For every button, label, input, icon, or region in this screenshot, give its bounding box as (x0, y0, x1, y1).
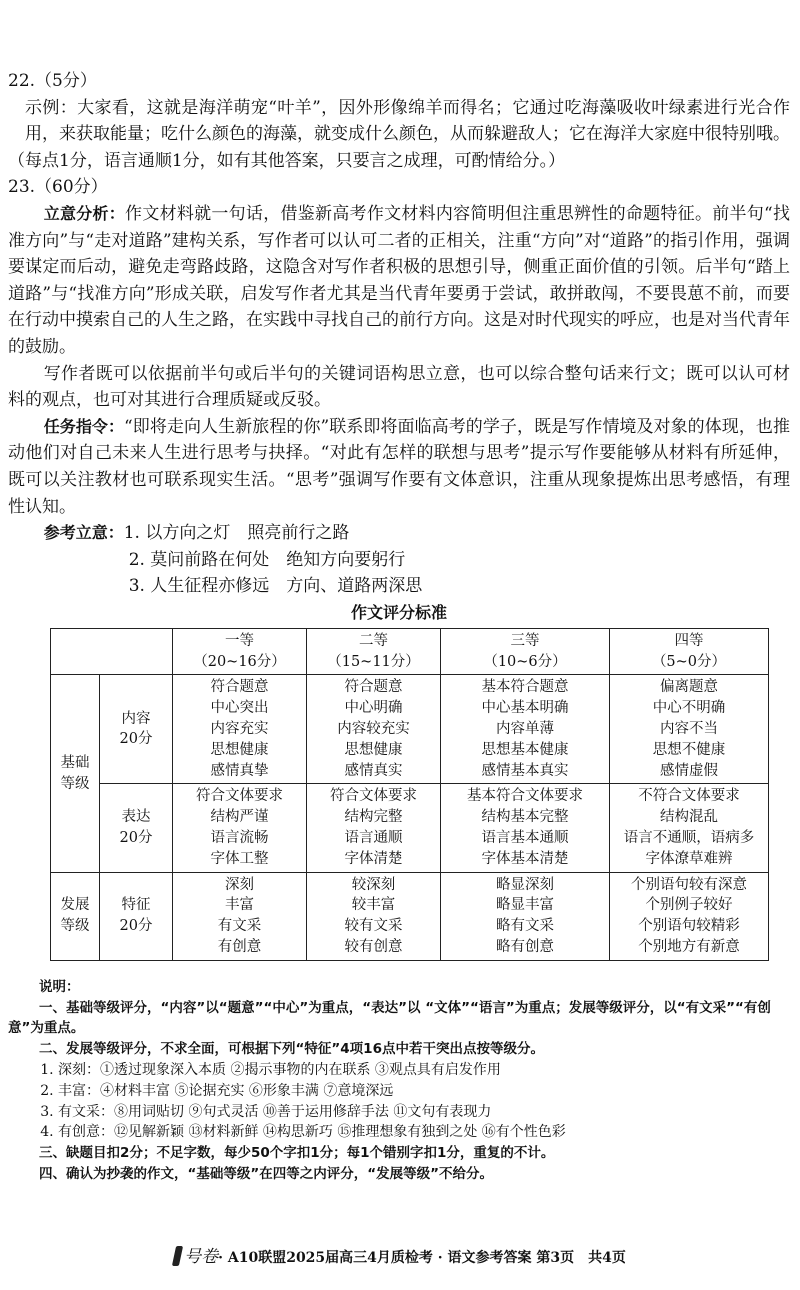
level-label: 基础等级 (51, 675, 100, 872)
q22-heading: 22.（5分） (8, 71, 97, 91)
criterion: 语言不通顺，语病多 (623, 830, 755, 847)
feature-item: 1. 深刻：①透过现象深入本质 ②揭示事物的内在联系 ③观点具有启发作用 (40, 1062, 501, 1079)
grade-name: 四等 (674, 632, 704, 649)
grade-range: （20~16分） (193, 653, 286, 670)
brand-logo-text: 号卷 (184, 1246, 219, 1267)
criterion: 感情基本真实 (481, 762, 569, 779)
criterion: 有创意 (217, 939, 262, 956)
criterion: 思想健康 (210, 741, 269, 758)
analysis-label: 立意分析： (43, 203, 126, 223)
criterion: 结构混乱 (660, 809, 718, 826)
q22-example: 示例：大家看，这就是海洋萌宠“叶羊”，因外形像绵羊而得名；它通过吃海藻吸收叶绿素进行光合作用，来获取能量；吃什么颜色的海藻，就变成什么颜色，从而躲避敌人；它在海洋大家庭中很特别哦。 (25, 97, 790, 145)
criterion: 偏离题意 (660, 679, 718, 696)
reference-ideas (8, 520, 790, 600)
criterion: 个别地方有新意 (638, 939, 740, 956)
item-name: 特征 (121, 897, 151, 914)
ref-item: 3. 人生征程亦修远 方向、道路两深思 (128, 576, 423, 597)
criterion: 较深刻 (351, 876, 396, 893)
criteria-cell (441, 675, 610, 784)
feature-item: 3. 有文采：⑧用词贴切 ⑨句式灵活 ⑩善于运用修辞手法 ⑪文句有表现力 (40, 1103, 492, 1120)
criterion: 不符合文体要求 (638, 788, 740, 805)
criteria-cell (307, 675, 441, 784)
criteria-cell (307, 784, 441, 872)
note-1: 一、基础等级评分，“内容”以“题意”“中心”为重点，“表达”以 “文体”“语言”为重点；发展等级评分，以“有文采”“有创意”为重点。 (8, 999, 771, 1037)
notes-title: 说明： (39, 978, 80, 995)
criterion: 语言基本通顺 (481, 830, 569, 847)
criterion: 符合题意 (344, 679, 403, 696)
criteria-cell (173, 784, 307, 872)
brand-logo-icon (172, 1246, 183, 1266)
feature-item: 4. 有创意：⑫见解新颖 ⑬材料新鲜 ⑭构思新巧 ⑮推理想象有独到之处 ⑯有个性色彩 (40, 1124, 566, 1141)
criterion: 较有创意 (344, 939, 403, 956)
criterion: 结构严谨 (210, 809, 269, 826)
grade-range: （5~0分） (651, 653, 727, 670)
grade-range: （10~6分） (483, 653, 567, 670)
ref-label: 参考立意： (43, 523, 124, 543)
task-text: “即将走向人生新旅程的你”联系即将面临高考的学子，既是写作情境及对象的体现，也推动他们对自己未来人生进行思考与抉择。“对此有怎样的联想与思考”提示写作要能够从材料有所延伸，既可以关注教材也可联系现实生活。“思考”强调写作要有文体意识，注重从现象提炼出思考感悟，有理性认知。 (8, 416, 790, 517)
criteria-cell (610, 784, 769, 872)
criteria-cell (610, 872, 769, 960)
criterion: 个别语句较有深意 (631, 876, 747, 893)
answer-page (8, 68, 790, 626)
criterion: 感情真实 (344, 762, 403, 779)
criterion: 有文采 (217, 918, 262, 935)
criterion: 丰富 (225, 897, 254, 914)
criterion: 较丰富 (351, 897, 396, 914)
header-blank (51, 628, 173, 675)
criterion: 中心基本明确 (481, 700, 569, 717)
note-2: 二、发展等级评分，不求全面，可根据下列“特征”4项16点中若干突出点按等级分。 (39, 1041, 544, 1058)
criterion: 深刻 (225, 876, 254, 893)
item-label (100, 872, 173, 960)
criterion: 语言流畅 (210, 830, 269, 847)
task-label: 任务指令： (43, 416, 125, 436)
criterion: 思想不健康 (652, 741, 726, 758)
criterion: 内容不当 (660, 721, 718, 738)
criterion: 中心明确 (344, 700, 403, 717)
rubric-row (51, 675, 769, 784)
grade-range: （15~11分） (327, 653, 420, 670)
criterion: 结构基本完整 (481, 809, 569, 826)
criterion: 字体基本清楚 (481, 850, 569, 867)
ref-item: 2. 莫问前路在何处 绝知方向要躬行 (128, 549, 406, 570)
criteria-cell (441, 872, 610, 960)
criterion: 字体清楚 (344, 850, 403, 867)
q23-paragraph2: 写作者既可以依据前半句或后半句的关键词语构思立意，也可以综合整句话来行文；既可以认可材料的观点，也可对其进行合理质疑或反驳。 (8, 363, 790, 411)
criterion: 符合文体要求 (196, 788, 283, 805)
analysis-text: 作文材料就一句话，借鉴新高考作文材料内容简明但注重思辨性的命题特征。前半句“找准方向”与“走对道路”建构关系，写作者可以认可二者的正相关，注重“方向”对“道路”的指引作用，强调要谋定而后动，避免走弯路歧路，这隐含对写作者积极的思想引导，侧重正面价值的引领。后半句“踏上道路”与“找准方向”形成关联，启发写作者尤其是当代青年要勇于尝试，敢拼敢闯，不要畏葸不前，而要在行动中摸索自己的人生之路，在实践中寻找自己的前行方向。这是对时代现实的呼应，也是对当代青年的鼓励。 (8, 203, 790, 357)
criteria-cell (610, 675, 769, 784)
criterion: 语言通顺 (344, 830, 403, 847)
criterion: 中心不明确 (652, 700, 726, 717)
rubric-row (51, 784, 769, 872)
page-footer (8, 1245, 792, 1270)
criterion: 基本符合题意 (481, 679, 569, 696)
grade-header (307, 628, 441, 675)
note-3: 三、缺题目扣2分；不足字数，每少50个字扣1分；每1个错别字扣1分，重复的不计。 (39, 1145, 555, 1162)
criterion: 符合题意 (210, 679, 269, 696)
grade-name: 三等 (510, 632, 540, 649)
grade-name: 一等 (225, 632, 254, 649)
level-label: 发展等级 (51, 872, 100, 960)
notes (8, 977, 790, 1185)
criteria-cell (173, 675, 307, 784)
footer-text: · A10联盟2025届高三4月质检考 · 语文参考答案 第3页 共4页 (218, 1249, 626, 1266)
criterion: 个别例子较好 (645, 897, 733, 914)
criterion: 略显丰富 (496, 897, 554, 914)
grade-header (173, 628, 307, 675)
criterion: 感情虚假 (660, 762, 718, 779)
grade-name: 二等 (359, 632, 388, 649)
item-label (100, 784, 173, 872)
item-name: 内容 (121, 710, 151, 727)
item-points: 20分 (119, 731, 153, 748)
criterion: 思想健康 (344, 741, 403, 758)
criteria-cell (441, 784, 610, 872)
q22-scoring: （每点1分，语言通顺1分，如有其他答案，只要言之成理，可酌情给分。） (8, 150, 566, 171)
q23-analysis (8, 201, 790, 361)
rubric-header-row (51, 628, 769, 675)
note-4: 四、确认为抄袭的作文，“基础等级”在四等之内评分，“发展等级”不给分。 (39, 1166, 494, 1182)
q23-heading: 23.（60分） (8, 177, 108, 198)
criterion: 内容充实 (210, 721, 269, 738)
criterion: 内容单薄 (496, 721, 554, 738)
criterion: 略有文采 (496, 918, 554, 935)
item-label (100, 675, 173, 784)
criterion: 略显深刻 (496, 876, 554, 893)
grade-header (610, 628, 769, 675)
criterion: 符合文体要求 (330, 788, 417, 805)
criterion: 字体潦草难辨 (645, 850, 733, 867)
criterion: 感情真挚 (210, 762, 269, 779)
item-points: 20分 (119, 918, 153, 935)
grade-header (441, 628, 610, 675)
rubric-title: 作文评分标准 (350, 602, 447, 622)
criterion: 内容较充实 (337, 721, 410, 738)
rubric-table (50, 628, 769, 961)
criterion: 结构完整 (344, 809, 403, 826)
ref-item: 1. 以方向之灯 照亮前行之路 (123, 523, 350, 544)
criterion: 中心突出 (210, 700, 269, 717)
criterion: 思想基本健康 (481, 741, 569, 758)
criterion: 较有文采 (344, 918, 403, 935)
item-name: 表达 (121, 809, 151, 826)
criterion: 略有创意 (496, 939, 554, 956)
criteria-cell (173, 872, 307, 960)
criterion: 个别语句较精彩 (638, 918, 740, 935)
criteria-cell (307, 872, 441, 960)
item-points: 20分 (119, 830, 153, 847)
criterion: 字体工整 (210, 850, 269, 867)
feature-item: 2. 丰富：④材料丰富 ⑤论据充实 ⑥形象丰满 ⑦意境深远 (40, 1082, 394, 1099)
criterion: 基本符合文体要求 (467, 788, 583, 805)
rubric-row (51, 872, 769, 960)
q23-task (8, 414, 790, 520)
